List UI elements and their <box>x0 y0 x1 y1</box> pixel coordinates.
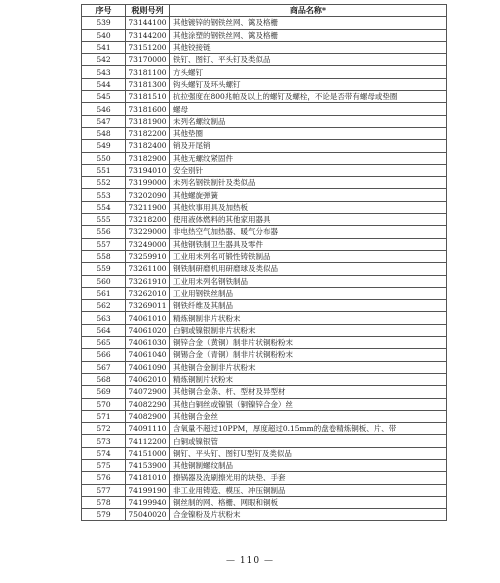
tariff-code-cell: 73182900 <box>126 152 170 164</box>
tariff-code-cell: 74061040 <box>126 349 170 361</box>
tariff-code-cell: 73261100 <box>126 263 170 275</box>
serial-cell: 559 <box>82 263 126 275</box>
table-row <box>82 127 447 139</box>
table-row <box>82 496 447 508</box>
product-name-cell: 精炼铜制片状粉末 <box>170 373 447 385</box>
tariff-code-cell: 74082900 <box>126 410 170 422</box>
table-row <box>82 103 447 115</box>
tariff-code-cell: 73249000 <box>126 238 170 250</box>
serial-cell: 563 <box>82 312 126 324</box>
serial-cell: 539 <box>82 17 126 29</box>
tariff-code-cell: 73181510 <box>126 91 170 103</box>
serial-cell: 550 <box>82 152 126 164</box>
product-name-cell: 抗拉强度在800兆帕及以上的螺钉及螺栓，不论是否带有螺母或垫圈 <box>170 91 447 103</box>
serial-cell: 549 <box>82 140 126 152</box>
serial-cell: 557 <box>82 238 126 250</box>
page-number: 110 <box>239 556 261 566</box>
tariff-code-cell: 73262010 <box>126 287 170 299</box>
product-name-cell: 白铜或镍银制非片状粉末 <box>170 324 447 336</box>
product-name-cell: 其他螺旋弹簧 <box>170 189 447 201</box>
table-row <box>82 337 447 349</box>
table-row <box>82 152 447 164</box>
table-row <box>82 164 447 176</box>
table-row <box>82 312 447 324</box>
tariff-code-cell: 74151000 <box>126 447 170 459</box>
tariff-code-cell: 73181900 <box>126 115 170 127</box>
table-row <box>82 54 447 66</box>
table-row <box>82 91 447 103</box>
table-row <box>82 115 447 127</box>
serial-cell: 540 <box>82 29 126 41</box>
product-name-cell: 铜锡合金（青铜）制非片状铜粉粉末 <box>170 349 447 361</box>
tariff-code-cell: 73182400 <box>126 140 170 152</box>
product-name-cell: 铜钉、平头钉、图钉U型钉及类似品 <box>170 447 447 459</box>
tariff-code-cell: 73269011 <box>126 300 170 312</box>
serial-cell: 579 <box>82 509 126 521</box>
tariff-code-cell: 73181300 <box>126 78 170 90</box>
serial-cell: 576 <box>82 472 126 484</box>
serial-cell: 546 <box>82 103 126 115</box>
serial-cell: 560 <box>82 275 126 287</box>
header-tariff-code: 税则号列 <box>126 5 170 17</box>
table-row <box>82 459 447 471</box>
serial-cell: 568 <box>82 373 126 385</box>
serial-cell: 556 <box>82 226 126 238</box>
table-row <box>82 189 447 201</box>
table-row <box>82 324 447 336</box>
product-name-cell: 非工业用铸造、模压、冲压铜制品 <box>170 484 447 496</box>
serial-cell: 553 <box>82 189 126 201</box>
serial-cell: 575 <box>82 459 126 471</box>
product-name-cell: 方头螺钉 <box>170 66 447 78</box>
tariff-code-cell: 74061030 <box>126 337 170 349</box>
product-name-cell: 销及开尾销 <box>170 140 447 152</box>
product-name-cell: 白铜或镍银管 <box>170 435 447 447</box>
table-row <box>82 263 447 275</box>
serial-cell: 554 <box>82 201 126 213</box>
serial-cell: 547 <box>82 115 126 127</box>
product-name-cell: 工业用未列名钢铁制品 <box>170 275 447 287</box>
table-row <box>82 66 447 78</box>
product-name-cell: 其他钢铁制卫生器具及零件 <box>170 238 447 250</box>
product-name-cell: 合金镍粉及片状粉末 <box>170 509 447 521</box>
table-row <box>82 17 447 29</box>
table-row <box>82 41 447 53</box>
product-name-cell: 其他无螺纹紧固件 <box>170 152 447 164</box>
serial-cell: 552 <box>82 177 126 189</box>
tariff-code-cell: 73261910 <box>126 275 170 287</box>
product-name-cell: 精炼铜制非片状粉末 <box>170 312 447 324</box>
tariff-code-cell: 73194010 <box>126 164 170 176</box>
serial-cell: 555 <box>82 214 126 226</box>
table-row <box>82 398 447 410</box>
product-name-cell: 其他涂塑的钢铁丝网、篱及格栅 <box>170 29 447 41</box>
product-name-cell: 工业用钢铁丝制品 <box>170 287 447 299</box>
table-row <box>82 29 447 41</box>
product-name-cell: 螺母 <box>170 103 447 115</box>
tariff-code-cell: 73144200 <box>126 29 170 41</box>
product-name-cell: 非电热空气加热器、暖气分布器 <box>170 226 447 238</box>
product-name-cell: 钩头螺钉及环头螺钉 <box>170 78 447 90</box>
table-row <box>82 472 447 484</box>
serial-cell: 570 <box>82 398 126 410</box>
product-name-cell: 使用液体燃料的其他家用器具 <box>170 214 447 226</box>
serial-cell: 545 <box>82 91 126 103</box>
tariff-code-cell: 73218200 <box>126 214 170 226</box>
table-row <box>82 484 447 496</box>
tariff-code-cell: 73170000 <box>126 54 170 66</box>
tariff-code-cell: 73202090 <box>126 189 170 201</box>
table-row <box>82 509 447 521</box>
table-row <box>82 78 447 90</box>
product-name-cell: 未列名螺纹制品 <box>170 115 447 127</box>
product-name-cell: 其他白铜丝或镍银（铜镍锌合金）丝 <box>170 398 447 410</box>
tariff-code-cell: 73229000 <box>126 226 170 238</box>
table-row <box>82 226 447 238</box>
product-name-cell: 其他铜合金制非片状粉末 <box>170 361 447 373</box>
product-name-cell: 其他镀锌的钢铁丝网、篱及格栅 <box>170 17 447 29</box>
serial-cell: 569 <box>82 386 126 398</box>
tariff-code-cell: 74091110 <box>126 423 170 435</box>
table-row <box>82 447 447 459</box>
table-row <box>82 349 447 361</box>
tariff-code-cell: 74082290 <box>126 398 170 410</box>
product-name-cell: 未列名钢铁制针及类似品 <box>170 177 447 189</box>
product-name-cell: 其他铰接链 <box>170 41 447 53</box>
table-header-row <box>82 5 447 17</box>
tariff-code-cell: 74181010 <box>126 472 170 484</box>
tariff-code-cell: 74112200 <box>126 435 170 447</box>
serial-cell: 558 <box>82 250 126 262</box>
serial-cell: 572 <box>82 423 126 435</box>
tariff-code-cell: 73151200 <box>126 41 170 53</box>
tariff-code-cell: 74072900 <box>126 386 170 398</box>
table-row <box>82 287 447 299</box>
table-row <box>82 177 447 189</box>
product-name-cell: 钢铁纤维及其制品 <box>170 300 447 312</box>
page-footer: — 110 — <box>226 556 274 566</box>
tariff-code-cell: 73181100 <box>126 66 170 78</box>
table-row <box>82 423 447 435</box>
product-name-cell: 安全别针 <box>170 164 447 176</box>
tariff-code-cell: 75040020 <box>126 509 170 521</box>
serial-cell: 571 <box>82 410 126 422</box>
serial-cell: 573 <box>82 435 126 447</box>
tariff-table <box>81 4 447 521</box>
tariff-code-cell: 73259910 <box>126 250 170 262</box>
table-body <box>82 17 447 521</box>
serial-cell: 565 <box>82 337 126 349</box>
serial-cell: 574 <box>82 447 126 459</box>
table-row <box>82 214 447 226</box>
tariff-code-cell: 73211900 <box>126 201 170 213</box>
serial-cell: 577 <box>82 484 126 496</box>
serial-cell: 567 <box>82 361 126 373</box>
serial-cell: 542 <box>82 54 126 66</box>
serial-cell: 561 <box>82 287 126 299</box>
product-name-cell: 擦锅器及洗刷擦光用的块垫、手套 <box>170 472 447 484</box>
product-name-cell: 铁钉、图钉、平头钉及类似品 <box>170 54 447 66</box>
table-row <box>82 201 447 213</box>
serial-cell: 578 <box>82 496 126 508</box>
product-name-cell: 铜丝制的网、格栅、网眼和铜板 <box>170 496 447 508</box>
product-name-cell: 含氧量不超过10PPM，厚度超过0.15mm的盘卷精炼铜板、片、带 <box>170 423 447 435</box>
tariff-code-cell: 74153900 <box>126 459 170 471</box>
header-serial: 序号 <box>82 5 126 17</box>
serial-cell: 541 <box>82 41 126 53</box>
table-row <box>82 300 447 312</box>
table-row <box>82 410 447 422</box>
product-name-cell: 其他垫圈 <box>170 127 447 139</box>
table-row <box>82 386 447 398</box>
product-name-cell: 工业用未列名可锻性铸铁制品 <box>170 250 447 262</box>
product-name-cell: 其他铜合金条、杆、型材及异型材 <box>170 386 447 398</box>
product-name-cell: 其他铜制螺纹制品 <box>170 459 447 471</box>
tariff-code-cell: 73144100 <box>126 17 170 29</box>
serial-cell: 551 <box>82 164 126 176</box>
product-name-cell: 其他铜合金丝 <box>170 410 447 422</box>
tariff-code-cell: 74199940 <box>126 496 170 508</box>
table-row <box>82 435 447 447</box>
serial-cell: 543 <box>82 66 126 78</box>
product-name-cell: 钢铁制研磨机用研磨球及类似品 <box>170 263 447 275</box>
header-product-name: 商品名称* <box>170 5 447 17</box>
serial-cell: 544 <box>82 78 126 90</box>
tariff-code-cell: 74061020 <box>126 324 170 336</box>
tariff-code-cell: 74061090 <box>126 361 170 373</box>
product-name-cell: 铜锌合金（黄铜）制非片状铜粉粉末 <box>170 337 447 349</box>
product-name-cell: 其他炊事用具及加热板 <box>170 201 447 213</box>
table-row <box>82 275 447 287</box>
table-row <box>82 250 447 262</box>
table-row <box>82 140 447 152</box>
tariff-code-cell: 73182200 <box>126 127 170 139</box>
tariff-code-cell: 74199190 <box>126 484 170 496</box>
serial-cell: 564 <box>82 324 126 336</box>
tariff-code-cell: 73181600 <box>126 103 170 115</box>
tariff-code-cell: 73199000 <box>126 177 170 189</box>
serial-cell: 562 <box>82 300 126 312</box>
tariff-code-cell: 74061010 <box>126 312 170 324</box>
serial-cell: 548 <box>82 127 126 139</box>
tariff-code-cell: 74062010 <box>126 373 170 385</box>
table-row <box>82 373 447 385</box>
serial-cell: 566 <box>82 349 126 361</box>
table-row <box>82 238 447 250</box>
table-row <box>82 361 447 373</box>
